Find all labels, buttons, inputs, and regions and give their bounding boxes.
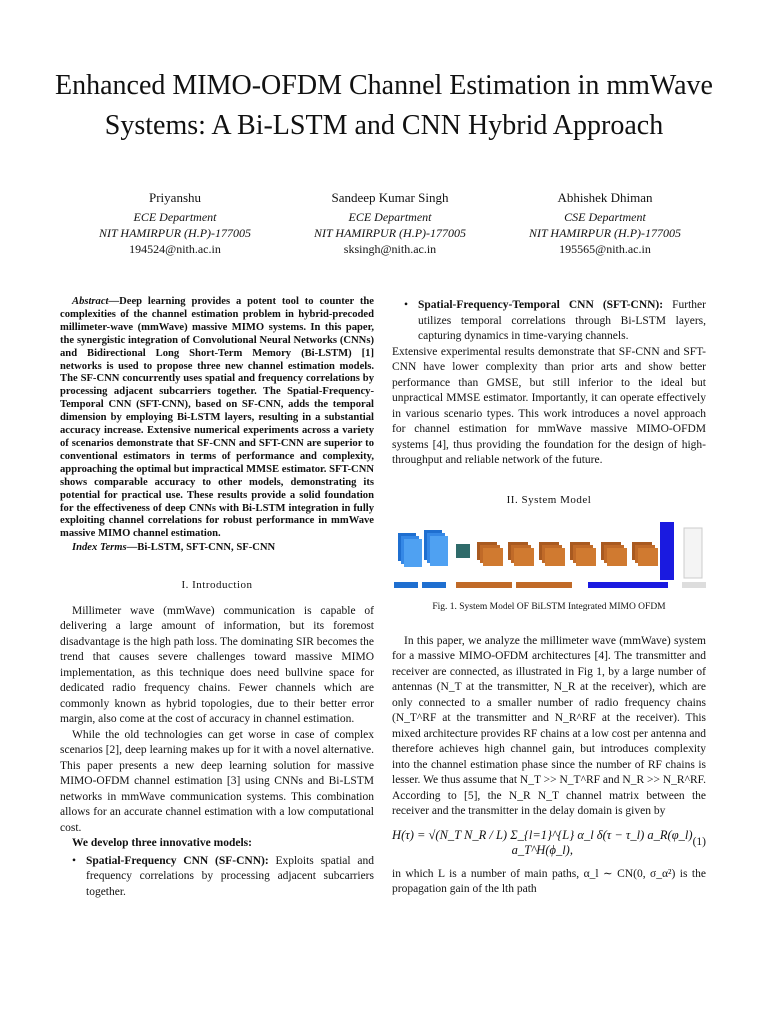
- abstract-text: —Deep learning provides a potent tool to counter the complexities of the channel estimation problem in hybrid-precoded millimeter-wave (mmWave) massive MIMO systems. In this paper, the synergistic integration of Convolutional Neural Networks (CNNs) and Bidirectional Long Short-Term Memory (Bi-LSTM) [1] networks is used to propose three new channel estimation models. The SF-CNN concurrently uses spatial and frequency correlations by processing adjacent subcarriers together. The Spatial-Frequency-Temporal CNN (SFT-CNN), based on SF-CNN, adds the temporal dimension by employing Bi-LSTM layers, resulting in a substantial accuracy increase. Extensive numerical experiments across a variety of scenarios demonstrate that SF-CNN and SFT-CNN are superior to conventional estimators in terms of performance and complexity, approaching the optimal but impractical MMSE estimator. SFT-CNN shows comparable accuracy to other models, demonstrating its potential for practical use. These results provide a solid foundation for the effectiveness of deep CNNs with Bi-LSTM integration in fully exploiting channel correlations for robust performance in mmWave massive MIMO channel estimation.: [60, 296, 374, 540]
- author-name: Priyanshu: [149, 190, 201, 205]
- author-email: sksingh@nith.ac.in: [343, 242, 437, 256]
- equation-body: H(τ) = √(N_T N_R / L) Σ_{l=1}^{L} α_l δ(τ − τ_l) a_R(φ_l) a_T^H(ϕ_l),: [392, 827, 693, 857]
- equation-1: [392, 828, 706, 859]
- model-list: [60, 854, 374, 901]
- section-heading-system-model: II. System Model: [506, 493, 592, 506]
- system-model-paragraph-1: In this paper, we analyze the millimeter wave (mmWave) system for a massive MIMO-OFDM architectures [4]. The transmitter and receiver are connected, as illustrated in Fig 1, by a large number of antennas (N_T at the transmitter, N_R at the receiver), which are only connected to a smaller number of radio frequency chains (N_T^RF at the transmitter and N_R^RF at the receiver). This mixed architecture provides RF chains at a low cost per antenna and therefore achieves high channel gain, but introduces complexity into the channel estimation phase since the number of RF chains is lesser. We thus assume that N_T >> N_T^RF and N_R >> N_R^RF. According to [5], the N_R N_T channel matrix between the receiver and the transmitter in the delay domain is given by: [392, 634, 706, 817]
- model-label: Spatial-Frequency CNN (SF-CNN):: [86, 854, 269, 867]
- right-column: [392, 296, 706, 898]
- layer-label-strip: [394, 582, 706, 588]
- author-2: [295, 190, 485, 257]
- paper-title: Enhanced MIMO-OFDM Channel Estimation in mmWave Systems: A Bi-LSTM and CNN Hybrid Approach: [55, 70, 713, 141]
- abstract-label: Abstract: [72, 296, 109, 307]
- author-dept: ECE Department: [348, 210, 432, 224]
- model-item-sf-cnn: [70, 854, 374, 901]
- model-list-continued: [392, 298, 706, 345]
- author-inst: NIT HAMIRPUR (H.P)-177005: [528, 226, 682, 240]
- system-model-paragraph-2: in which L is a number of main paths, α_l ∼ CN(0, σ_α²) is the propagation gain of the lth path: [392, 867, 706, 895]
- author-email: 194524@nith.ac.in: [129, 242, 221, 256]
- network-architecture-graphic: [392, 518, 706, 588]
- index-terms: [60, 541, 374, 554]
- conv-block: [456, 544, 470, 558]
- intro-paragraph-1: Millimeter wave (mmWave) communication is capable of delivering a large amount of information, but its foremost disadvantage is the high path loss. The dominating SIR becomes the trend that causes severe challenges toward massive MIMO implementation, as this technique does need bullvine space for dedicated radio frequency chains. Fewer channels which are commonly known as hybrid topologies, due to their better error margin, also come at the cost of accuracy in channel estimation.: [60, 604, 374, 726]
- author-dept: CSE Department: [564, 210, 646, 224]
- input-blocks: [398, 530, 448, 567]
- author-dept: ECE Department: [133, 210, 217, 224]
- intro-paragraph-2: While the old technologies can get worse in case of complex scenarios [2], deep learning makes up for it with a novel alternative. This paper presents a new deep learning solution for massive MIMO-OFDM channel estimation [3] using CNNs and Bi-LSTM networks in mmWave communication systems. This combination allows for an accurate channel estimation with a low computational cost.: [60, 728, 374, 834]
- author-1: [80, 190, 270, 257]
- author-name: Sandeep Kumar Singh: [331, 190, 449, 205]
- equation-number: (1): [692, 836, 706, 849]
- author-email: 195565@nith.ac.in: [559, 242, 651, 256]
- models-intro: We develop three innovative models:: [72, 837, 252, 850]
- index-terms-label: Index Terms: [72, 542, 127, 554]
- author-3: [510, 190, 700, 257]
- figure-1-diagram: [392, 518, 706, 588]
- model-label: Spatial-Frequency-Temporal CNN (SFT-CNN):: [418, 299, 664, 311]
- output-layer: [684, 528, 702, 578]
- section-heading-introduction: I. Introduction: [181, 579, 253, 592]
- author-inst: NIT HAMIRPUR (H.P)-177005: [313, 226, 467, 240]
- bilstm-blocks: [477, 542, 658, 566]
- index-terms-text: —Bi-LSTM, SFT-CNN, SF-CNN: [126, 542, 276, 554]
- author-name: Abhishek Dhiman: [557, 190, 653, 205]
- figure-1-caption: Fig. 1. System Model OF BiLSTM Integrated MIMO OFDM: [432, 602, 666, 612]
- author-block: [80, 190, 700, 257]
- model-text: Exploits spatial and frequency correlations by processing adjacent subcarriers together.: [86, 854, 374, 898]
- intro-paragraph-3: Extensive experimental results demonstrate that SF-CNN and SFT-CNN have lower complexity than prior arts and show better performance than GMSE, but still inferior to the ideal but unpractical MMSE estimator. Importantly, it can operate effectively in various scenario types. This work introduces a novel approach for channel estimation for mmWave massive MIMO-OFDM systems [4], thus providing the foundation for the design of high-throughput and reliable network of the future.: [392, 345, 706, 466]
- model-item-sft-cnn: [402, 298, 706, 345]
- dense-layer: [660, 522, 674, 580]
- model-text: Further utilizes temporal correlations through Bi-LSTM layers, capturing dynamics in time-varying channels.: [418, 299, 706, 342]
- author-inst: NIT HAMIRPUR (H.P)-177005: [98, 226, 252, 240]
- left-column: [60, 296, 374, 900]
- abstract: [60, 296, 374, 541]
